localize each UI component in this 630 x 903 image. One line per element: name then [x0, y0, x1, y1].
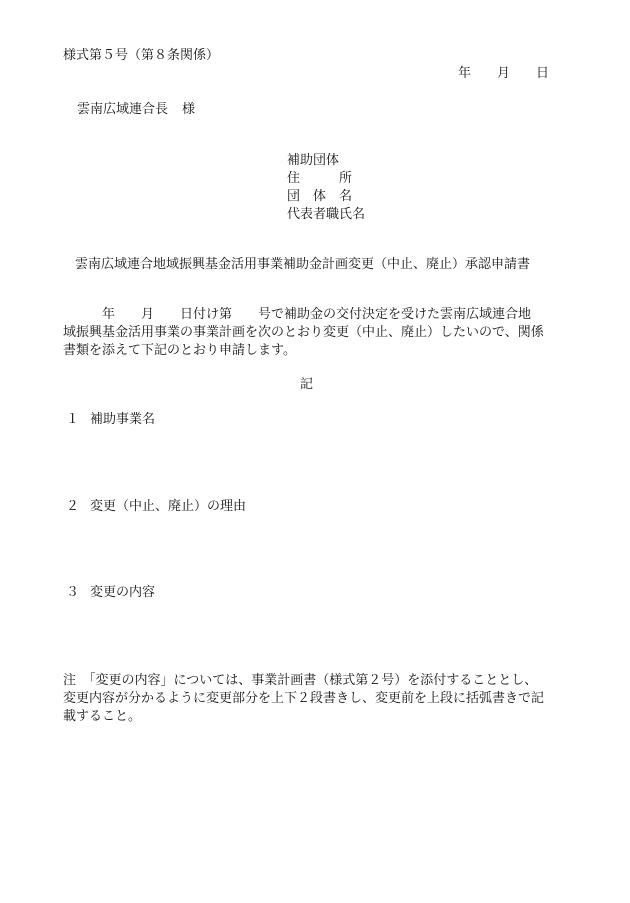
addressee-name: 雲南広域連合長 [77, 102, 169, 117]
date-line [458, 65, 549, 83]
document-title: 雲南広域連合地域振興基金活用事業補助金計画変更（中止、廃止）承認申請書 [75, 257, 531, 272]
applicant-group-label: 補助団体 [287, 153, 340, 168]
item-change-content [66, 584, 155, 602]
date-day: 日 [536, 66, 550, 81]
body-paragraph [63, 306, 555, 360]
note-line: 変更内容が分かるように変更部分を上下２段書きし、変更前を上段に括弧書きで記 [63, 691, 545, 706]
applicant-body-name-label: 団 体 名 [287, 189, 353, 204]
addressee-honorific: 様 [182, 102, 196, 117]
applicant-address-label: 住 所 [287, 171, 353, 186]
form-label: 様式第５号（第８条関係） [63, 48, 220, 63]
body-line: 年 月 日付け第 号で補助金の交付決定を受けた雲南広域連合地 [63, 307, 532, 322]
applicant-representative-label: 代表者職氏名 [287, 207, 366, 222]
ki-heading: 記 [300, 377, 314, 392]
item-label: 変更（中止、廃止）の理由 [90, 499, 247, 514]
note-line: 載すること。 [63, 709, 142, 724]
date-year: 年 [458, 66, 472, 81]
item-label: 補助事業名 [90, 412, 156, 427]
body-line: 書類を添えて下記のとおり申請します。 [63, 343, 296, 358]
addressee [77, 101, 195, 119]
body-line: 域振興基金活用事業の事業計画を次のとおり変更（中止、廃止）したいので、関係 [63, 325, 544, 340]
note-paragraph [63, 672, 555, 726]
item-number: １ [66, 412, 80, 427]
applicant-block [287, 152, 365, 224]
item-project-name [66, 411, 155, 429]
note-line: 注 「変更の内容」については、事業計画書（様式第２号）を添付することとし、 [63, 673, 538, 688]
date-month: 月 [497, 66, 511, 81]
item-number: ２ [66, 499, 80, 514]
item-label: 変更の内容 [90, 585, 156, 600]
item-change-reason [66, 498, 246, 516]
item-number: ３ [66, 585, 80, 600]
